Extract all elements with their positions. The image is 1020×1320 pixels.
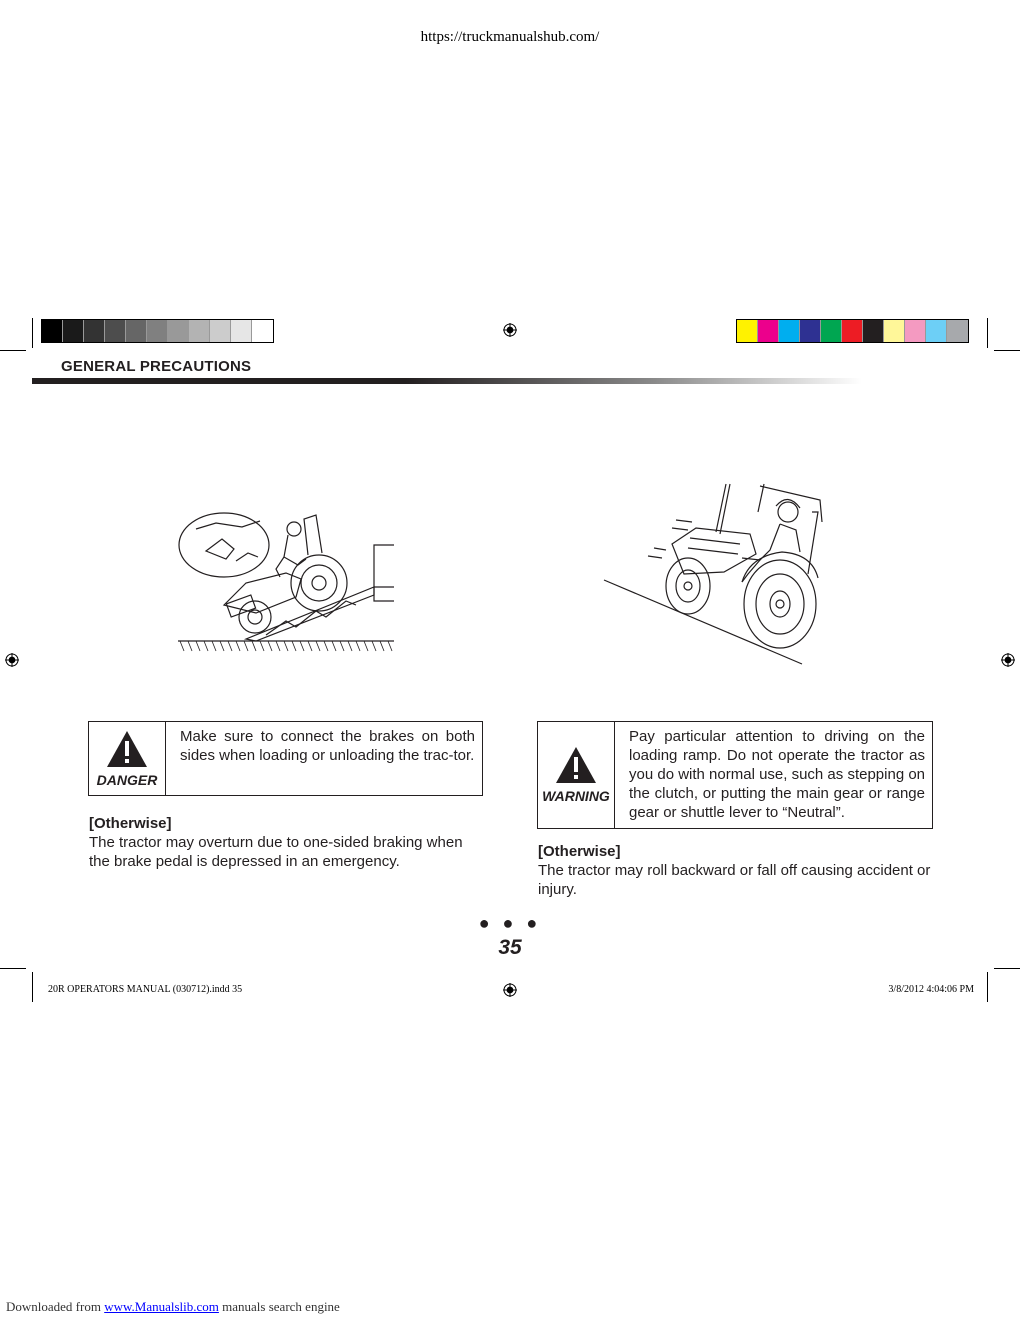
crop-mark: [994, 968, 1020, 969]
header-rule: [32, 378, 862, 384]
crop-mark: [987, 972, 988, 1002]
page-number: 35: [498, 936, 522, 959]
danger-alert-box: [88, 721, 483, 796]
color-swatch: [105, 320, 126, 342]
color-swatch: [63, 320, 84, 342]
otherwise-text: The tractor may overturn due to one-sided braking when the brake pedal is depressed in an emergency.: [89, 834, 463, 870]
section-title: GENERAL PRECAUTIONS: [61, 358, 252, 375]
slug-file-info: 20R OPERATORS MANUAL (030712).indd 35: [48, 984, 243, 995]
footer-suffix: manuals search engine: [218, 1299, 340, 1314]
color-swatch: [84, 320, 105, 342]
warning-triangle-icon: [106, 730, 148, 768]
warning-alert-box: [537, 721, 933, 829]
danger-message: Make sure to connect the brakes on both sides when loading or unloading the trac-tor.: [180, 728, 475, 764]
color-swatch: [821, 320, 842, 342]
crop-mark: [32, 972, 33, 1002]
registration-mark-icon: [5, 653, 19, 667]
otherwise-heading: [Otherwise]: [538, 843, 621, 860]
color-swatch: [42, 320, 63, 342]
crop-mark: [994, 350, 1020, 351]
color-swatch: [863, 320, 884, 342]
grayscale-bar: [41, 319, 274, 343]
color-swatch: [884, 320, 905, 342]
color-swatch: [905, 320, 926, 342]
color-swatch: [231, 320, 252, 342]
color-swatch: [842, 320, 863, 342]
color-swatch: [779, 320, 800, 342]
download-footer: [6, 1299, 340, 1315]
color-swatch: [947, 320, 968, 342]
manualslib-link[interactable]: www.Manualslib.com: [104, 1299, 219, 1314]
registration-mark-icon: [1001, 653, 1015, 667]
color-swatch: [758, 320, 779, 342]
tractor-loading-ramp-illustration: [176, 505, 396, 655]
warning-message: Pay particular attention to driving on the loading ramp. Do not operate the tractor as you do with normal use, such as stepping on the clutch, or putting the main gear or range gear or shuttle lever to “Neutral”.: [629, 728, 926, 821]
crop-mark: [32, 318, 33, 348]
color-swatch: [147, 320, 168, 342]
color-swatch: [737, 320, 758, 342]
left-otherwise-section: [89, 814, 484, 871]
right-otherwise-section: [538, 842, 933, 899]
registration-mark-icon: [503, 323, 517, 337]
alert-icon-cell: [538, 722, 615, 828]
registration-mark-icon: [503, 983, 517, 997]
crop-mark: [0, 350, 26, 351]
color-swatch: [168, 320, 189, 342]
danger-label: DANGER: [96, 771, 158, 788]
crop-mark: [987, 318, 988, 348]
top-url[interactable]: https://truckmanualshub.com/: [420, 29, 600, 45]
color-swatch: [252, 320, 273, 342]
footer-prefix: Downloaded from: [6, 1299, 105, 1314]
otherwise-heading: [Otherwise]: [89, 815, 172, 832]
color-bar: [736, 319, 969, 343]
page-number-dots: ● ● ●: [478, 913, 542, 933]
slug-timestamp: 3/8/2012 4:04:06 PM: [888, 984, 974, 995]
tractor-slope-illustration: [600, 478, 840, 668]
warning-triangle-icon: [555, 746, 597, 784]
otherwise-text: The tractor may roll backward or fall off causing accident or injury.: [538, 862, 931, 898]
crop-mark: [0, 968, 26, 969]
color-swatch: [926, 320, 947, 342]
color-swatch: [210, 320, 231, 342]
color-swatch: [126, 320, 147, 342]
color-swatch: [800, 320, 821, 342]
alert-icon-cell: [89, 722, 166, 795]
warning-label: WARNING: [542, 788, 610, 804]
color-swatch: [189, 320, 210, 342]
